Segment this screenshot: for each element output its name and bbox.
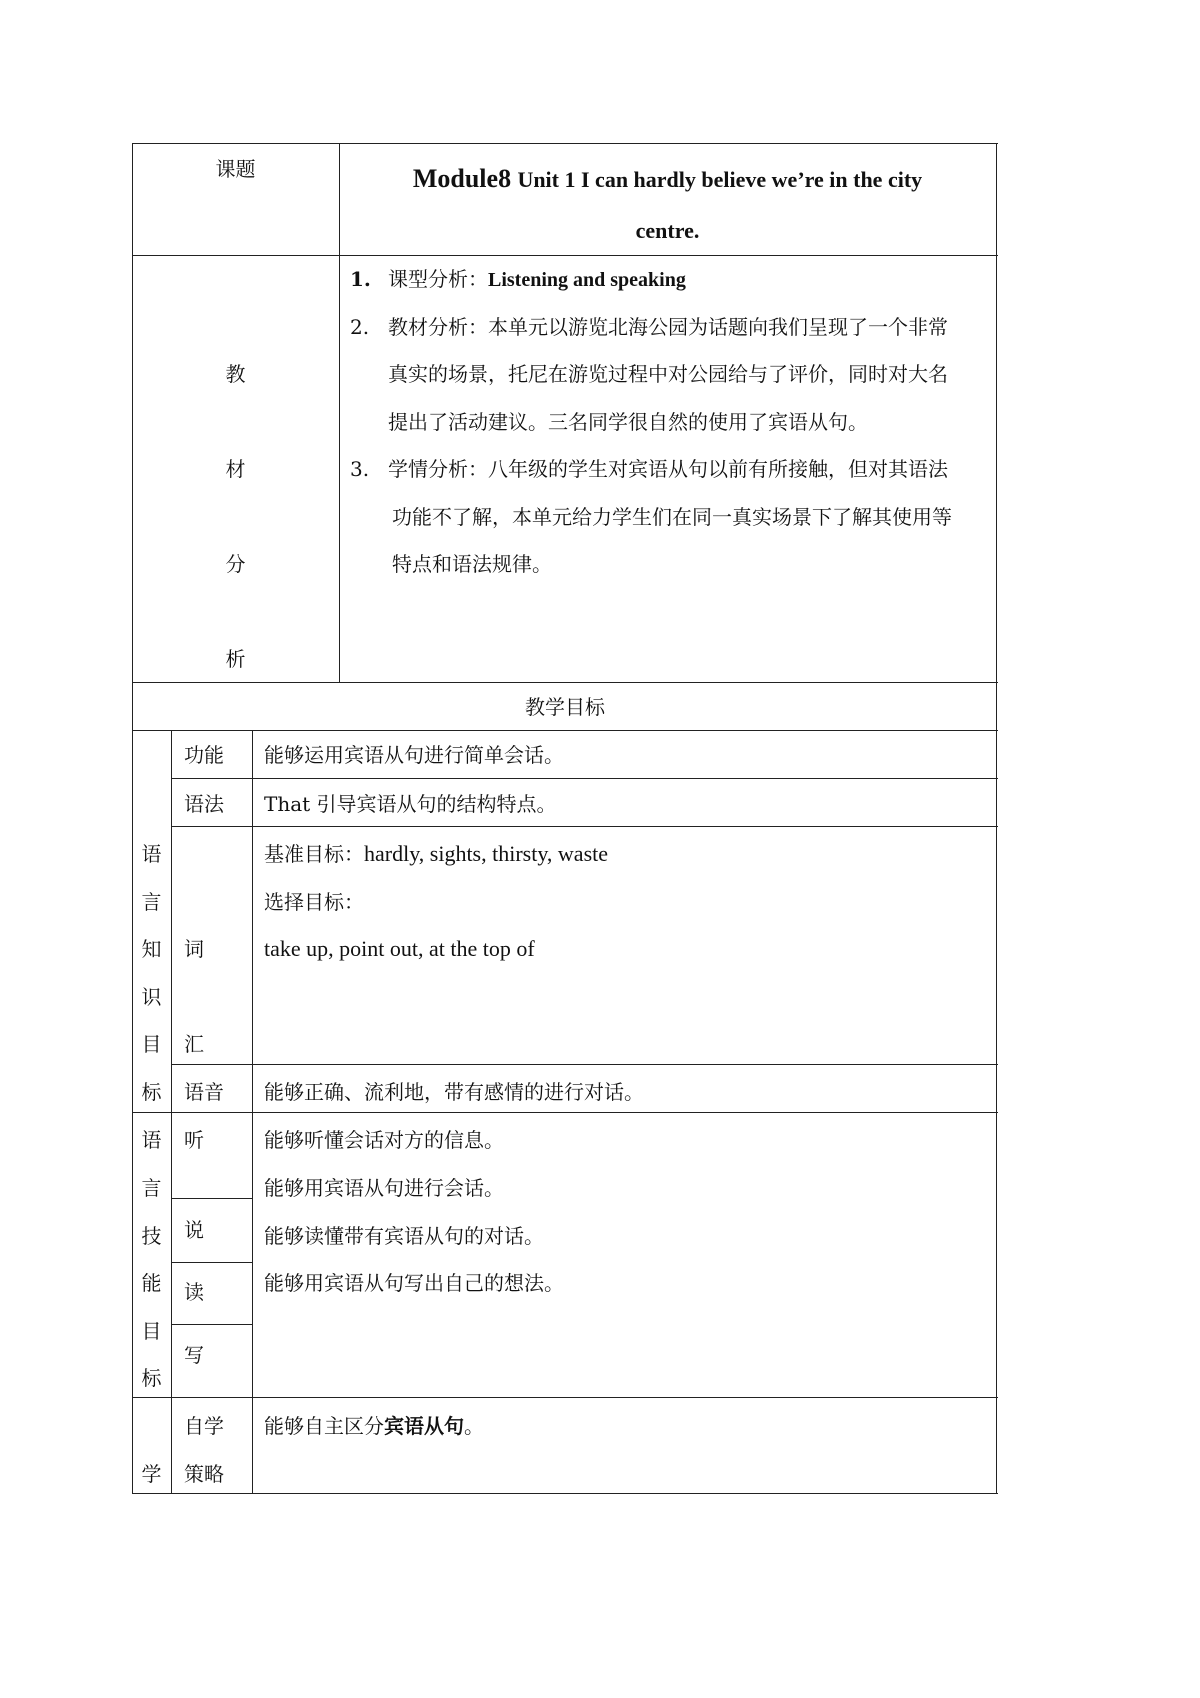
table-row-line-skills xyxy=(132,1397,998,1398)
course-type-value: Listening and speaking xyxy=(488,269,686,291)
table-row-line-speak xyxy=(171,1262,253,1263)
skills-group-char-6: 标 xyxy=(141,1366,162,1390)
strategy-content-prefix: 能够自主区分 xyxy=(264,1414,384,1438)
vocab-label-char-2: 汇 xyxy=(184,1032,204,1056)
strategy-group-char: 学 xyxy=(141,1462,162,1486)
knowledge-group-char-2: 言 xyxy=(141,890,162,914)
table-row-line-function xyxy=(171,778,998,779)
vocab-basic-words: hardly, sights, thirsty, waste xyxy=(364,841,609,866)
list-item-1 xyxy=(388,268,686,291)
knowledge-group-char-6: 标 xyxy=(141,1080,162,1104)
skill-line-4: 能够用宾语从句写出自己的想法。 xyxy=(264,1271,564,1295)
strategy-label-line-2: 策略 xyxy=(184,1462,224,1486)
table-border-right xyxy=(996,143,997,1493)
course-type-label: 课型分析： xyxy=(388,267,488,291)
list-item-3-line-3: 特点和语法规律。 xyxy=(392,552,552,576)
skills-group-char-1: 语 xyxy=(141,1128,162,1152)
vocab-choice-words: take up, point out, at the top of xyxy=(264,936,535,961)
table-col-line-group xyxy=(171,730,172,1493)
strategy-content-suffix: 。 xyxy=(464,1414,484,1438)
skill-label-read: 读 xyxy=(184,1280,204,1304)
vocab-label-char-1: 词 xyxy=(184,937,204,961)
table-row-line-goals-heading xyxy=(132,730,998,731)
strategy-label-line-1: 自学 xyxy=(184,1414,224,1438)
page-title-line2: centre. xyxy=(635,218,700,243)
skill-line-3: 能够读懂带有宾语从句的对话。 xyxy=(264,1224,544,1248)
skill-label-listen: 听 xyxy=(184,1128,204,1152)
table-row-line-phonetics xyxy=(132,1112,998,1113)
grammar-content: That 引导宾语从句的结构特点。 xyxy=(264,792,557,816)
skills-group-char-5: 目 xyxy=(141,1319,162,1343)
vocab-basic xyxy=(264,843,608,865)
strategy-content xyxy=(264,1415,484,1437)
table-border-top xyxy=(132,143,998,144)
strategy-content-bold: 宾语从句 xyxy=(384,1414,464,1438)
skills-group-char-3: 技 xyxy=(141,1224,162,1248)
function-content: 能够运用宾语从句进行简单会话。 xyxy=(264,743,564,767)
skill-line-2: 能够用宾语从句进行会话。 xyxy=(264,1176,504,1200)
list-item-2-line-1: 教材分析：本单元以游览北海公园为话题向我们呈现了一个非常 xyxy=(388,315,948,339)
material-label-char-3: 分 xyxy=(225,552,246,576)
table-row-line-grammar xyxy=(171,826,998,827)
grammar-label: 语法 xyxy=(184,792,224,816)
table-row-line-header xyxy=(132,255,998,256)
knowledge-group-char-5: 目 xyxy=(141,1032,162,1056)
material-label-char-4: 析 xyxy=(225,647,246,671)
list-item-num-2: 2. xyxy=(350,315,370,339)
goals-heading: 教学目标 xyxy=(525,695,605,719)
page-title xyxy=(339,164,996,195)
table-row-line-vocab xyxy=(171,1064,998,1065)
list-item-2-line-2: 真实的场景，托尼在游览过程中对公园给与了评价，同时对大名 xyxy=(388,362,948,386)
title-module: Module8 xyxy=(412,164,512,193)
list-item-num-3: 3. xyxy=(350,457,370,481)
list-item-2-line-3: 提出了活动建议。三名同学很自然的使用了宾语从句。 xyxy=(388,410,868,434)
skills-group-char-2: 言 xyxy=(141,1176,162,1200)
list-item-3-line-2: 功能不了解，本单元给力学生们在同一真实场景下了解其使用等 xyxy=(392,505,952,529)
material-label-char-2: 材 xyxy=(225,457,246,481)
vocab-basic-label: 基准目标： xyxy=(264,842,364,866)
knowledge-group-char-1: 语 xyxy=(141,842,162,866)
material-label-char-1: 教 xyxy=(225,362,246,386)
phonetics-label: 语音 xyxy=(184,1080,224,1104)
skill-label-speak: 说 xyxy=(184,1218,204,1242)
list-item-num-1: 1. xyxy=(350,267,371,291)
vocab-choice-label: 选择目标： xyxy=(264,890,364,914)
list-item-3-line-1: 学情分析：八年级的学生对宾语从句以前有所接触，但对其语法 xyxy=(388,457,948,481)
table-border-bottom xyxy=(132,1493,998,1494)
skill-line-1: 能够听懂会话对方的信息。 xyxy=(264,1128,504,1152)
table-col-line-label xyxy=(252,730,253,1493)
skills-group-char-4: 能 xyxy=(141,1271,162,1295)
topic-label: 课题 xyxy=(215,157,256,181)
table-row-line-read xyxy=(171,1324,253,1325)
skill-label-write: 写 xyxy=(184,1343,204,1367)
knowledge-group-char-3: 知 xyxy=(141,937,162,961)
knowledge-group-char-4: 识 xyxy=(141,985,162,1009)
function-label: 功能 xyxy=(184,743,224,767)
title-unit: Unit 1 I can hardly believe we’re in the city xyxy=(517,167,923,192)
table-row-line-material xyxy=(132,682,998,683)
phonetics-content: 能够正确、流利地，带有感情的进行对话。 xyxy=(264,1080,644,1104)
table-row-line-listen xyxy=(171,1198,253,1199)
